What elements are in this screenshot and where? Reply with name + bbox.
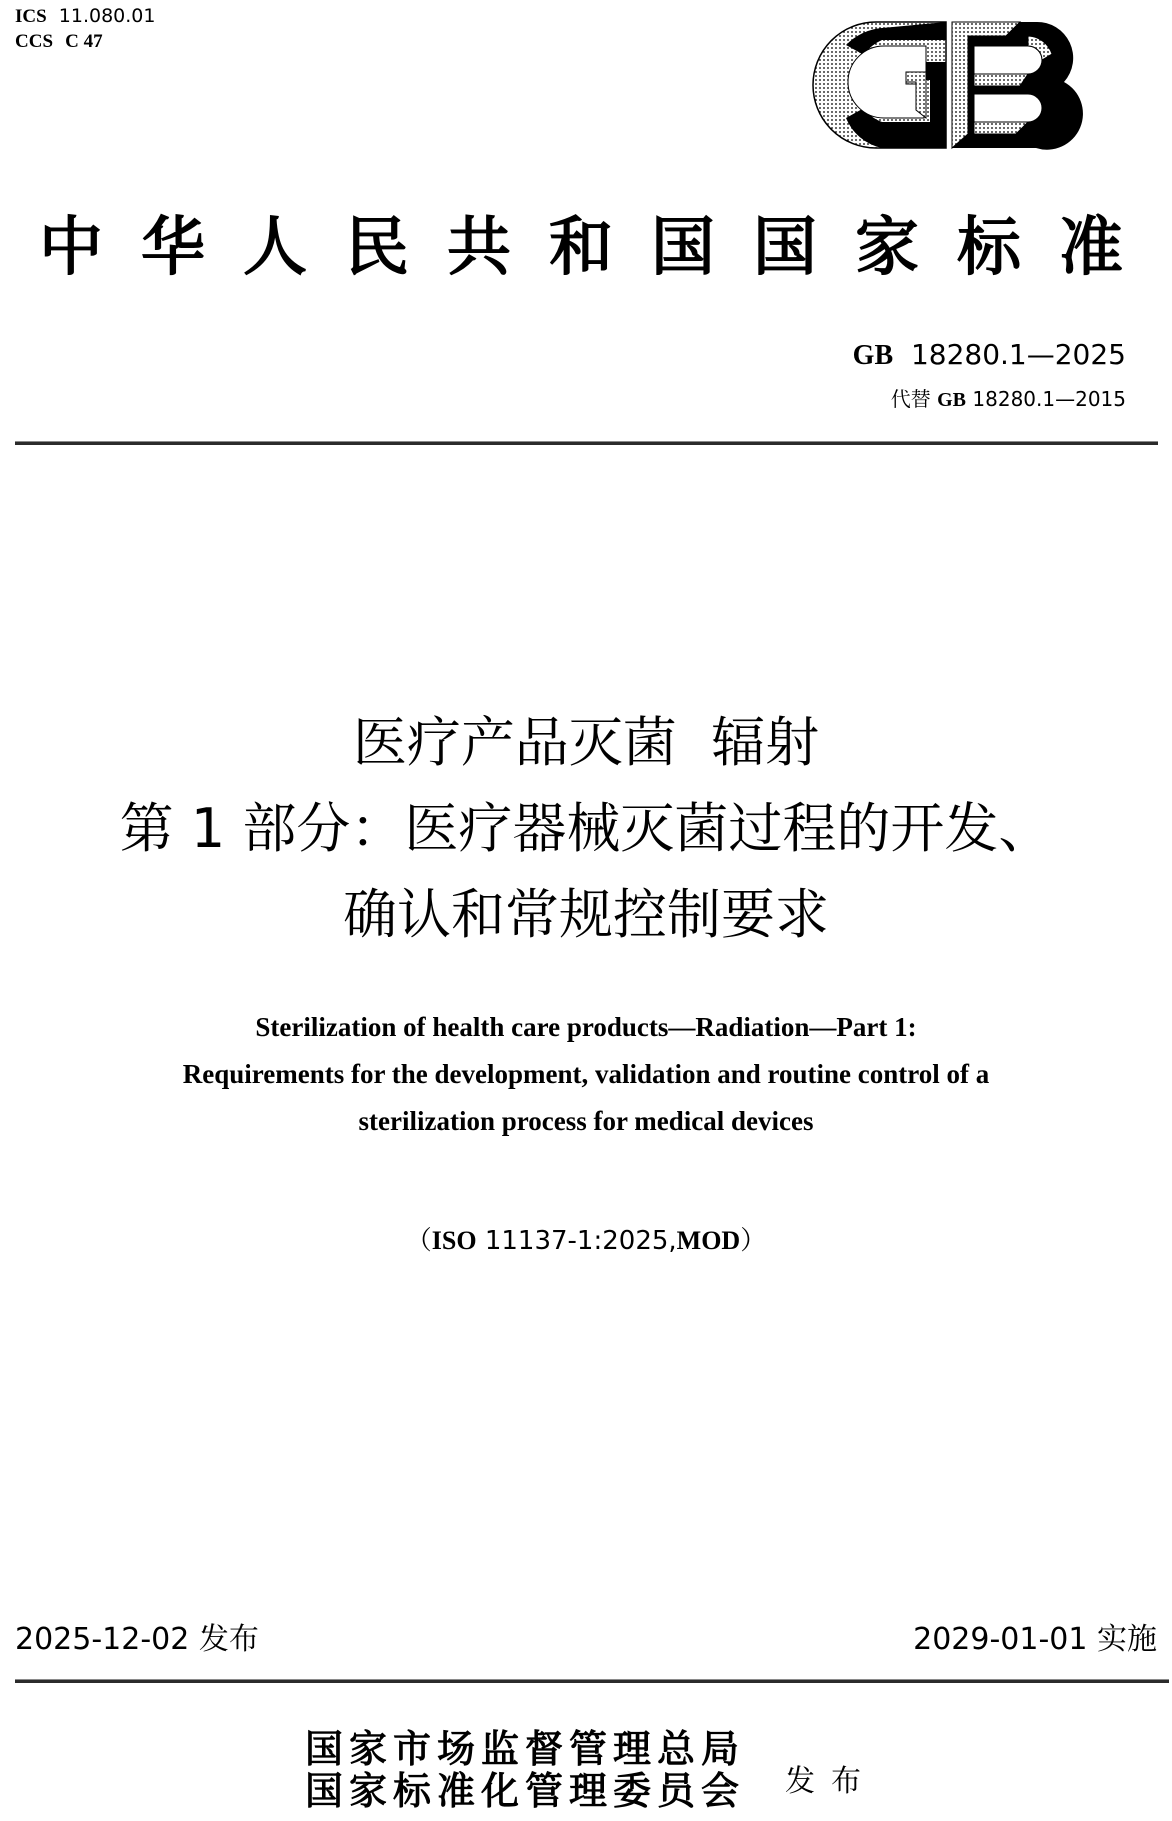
replaces-prefix: GB	[937, 389, 967, 411]
replaces-number: 18280.1—2015	[972, 387, 1126, 411]
replaces-label: 代替	[890, 387, 931, 411]
publish-label: 发布	[785, 1764, 877, 1799]
chinese-title	[0, 700, 1172, 958]
publisher-samr: 国家市场监督管理总局	[305, 1726, 746, 1771]
english-title-line-2: Requirements for the development, validation and routine control of a	[182, 1059, 990, 1089]
iso-close-paren: ）	[740, 1226, 767, 1256]
english-title	[0, 1004, 1172, 1145]
ics-value: 11.080.01	[58, 5, 156, 27]
publisher-sac: 国家标准化管理委员会	[305, 1768, 746, 1813]
iso-label: ISO	[431, 1226, 477, 1255]
issue-date: 2025-12-02 发布	[15, 1622, 259, 1657]
iso-reference	[0, 1225, 1172, 1257]
publishing-authorities	[305, 1728, 745, 1812]
standard-prefix: GB	[852, 340, 894, 371]
implementation-date: 2029-01-01 实施	[913, 1622, 1157, 1657]
replaces-standard	[891, 386, 1126, 413]
footer-divider	[15, 1679, 1169, 1683]
chinese-title-line-1: 医疗产品灭菌 辐射	[352, 711, 820, 774]
chinese-title-line-3: 确认和常规控制要求	[343, 883, 829, 946]
english-title-line-1: Sterilization of health care products—Radiation—Part 1:	[255, 1012, 917, 1042]
iso-mod: MOD	[676, 1226, 741, 1255]
iso-number: 11137-1:2025,	[476, 1226, 677, 1256]
ccs-label: CCS	[15, 31, 54, 52]
gb-logo-icon	[806, 10, 1086, 150]
classification-codes	[15, 4, 155, 54]
ics-label: ICS	[15, 6, 47, 27]
header-divider	[15, 441, 1158, 445]
ics-code	[15, 4, 155, 29]
national-standard-title: 中华人民共和国国家标准	[39, 210, 1161, 285]
ccs-value: C 47	[65, 31, 103, 52]
standard-number	[853, 338, 1126, 373]
standard-number-value: 18280.1—2025	[910, 338, 1126, 371]
chinese-title-line-2: 第 1 部分：医疗器械灭菌过程的开发、	[119, 797, 1053, 860]
iso-open-paren: （	[405, 1226, 432, 1256]
ccs-code	[15, 29, 155, 54]
english-title-line-3: sterilization process for medical devices	[358, 1106, 814, 1136]
